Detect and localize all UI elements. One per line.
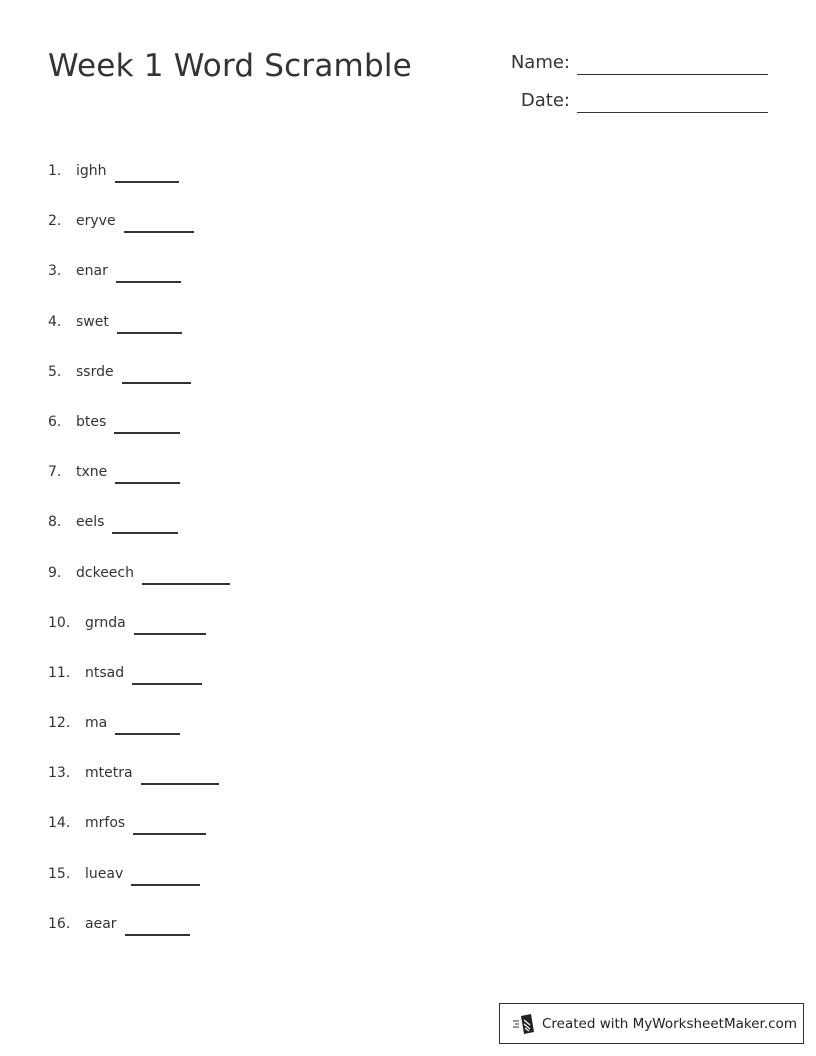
item-number: 1. <box>48 163 62 179</box>
answer-blank-line[interactable] <box>115 715 180 735</box>
item-number: 12. <box>48 715 71 732</box>
scramble-item <box>48 715 230 765</box>
item-number: 8. <box>48 514 62 531</box>
scramble-item <box>48 514 230 564</box>
scramble-item <box>48 765 230 815</box>
answer-blank-line[interactable] <box>117 314 182 334</box>
scramble-item <box>48 414 230 464</box>
scrambled-word: txne <box>76 464 108 481</box>
name-blank-line[interactable] <box>577 73 768 75</box>
scramble-item <box>48 464 230 514</box>
scrambled-word: eels <box>76 514 105 531</box>
answer-blank-line[interactable] <box>141 765 219 785</box>
scramble-item <box>48 665 230 715</box>
item-number: 10. <box>48 614 71 631</box>
item-number: 13. <box>48 765 71 782</box>
item-number: 4. <box>48 313 62 330</box>
scrambled-word: btes <box>76 413 107 430</box>
scrambled-word: ssrde <box>76 363 114 380</box>
answer-blank-line[interactable] <box>124 213 194 233</box>
name-label: Name: <box>510 52 570 73</box>
scramble-item <box>48 163 230 213</box>
scramble-item <box>48 565 230 615</box>
footer-text: Created with MyWorksheetMaker.com <box>542 1015 797 1032</box>
scrambled-word: eryve <box>76 213 116 230</box>
scrambled-word: grnda <box>85 614 126 631</box>
answer-blank-line[interactable] <box>114 414 180 434</box>
scrambled-word: mrfos <box>85 815 126 832</box>
scrambled-word: ntsad <box>85 664 125 681</box>
scrambled-word: ighh <box>76 163 107 179</box>
item-number: 2. <box>48 213 62 230</box>
page-title: Week 1 Word Scramble <box>48 48 412 84</box>
item-number: 15. <box>48 865 71 882</box>
scramble-item <box>48 815 230 865</box>
item-number: 3. <box>48 263 62 280</box>
scramble-item <box>48 263 230 313</box>
scramble-item <box>48 314 230 364</box>
scrambled-word: enar <box>76 263 108 280</box>
item-number: 11. <box>48 664 71 681</box>
scramble-item <box>48 364 230 414</box>
scramble-item <box>48 866 230 916</box>
scrambled-word: aear <box>85 915 117 932</box>
answer-blank-line[interactable] <box>115 163 179 183</box>
scrambled-word: swet <box>76 313 109 330</box>
item-number: 5. <box>48 363 62 380</box>
date-label: Date: <box>520 90 570 111</box>
name-field <box>511 52 768 73</box>
answer-blank-line[interactable] <box>115 464 180 484</box>
scramble-item <box>48 615 230 665</box>
scrambled-word: dckeech <box>76 564 134 581</box>
scramble-list <box>48 163 230 966</box>
item-number: 9. <box>48 564 62 581</box>
answer-blank-line[interactable] <box>142 565 230 585</box>
answer-blank-line[interactable] <box>112 514 178 534</box>
answer-blank-line[interactable] <box>122 364 191 384</box>
answer-blank-line[interactable] <box>132 665 202 685</box>
answer-blank-line[interactable] <box>116 263 181 283</box>
scrambled-word: ma <box>85 715 108 732</box>
answer-blank-line[interactable] <box>131 866 200 886</box>
date-field <box>521 90 768 111</box>
scramble-item <box>48 213 230 263</box>
worksheet-logo-icon <box>512 1013 536 1035</box>
item-number: 16. <box>48 915 71 932</box>
date-blank-line[interactable] <box>577 111 768 113</box>
item-number: 6. <box>48 413 62 430</box>
scrambled-word: lueav <box>85 865 124 882</box>
scramble-item <box>48 916 230 966</box>
item-number: 7. <box>48 464 62 481</box>
answer-blank-line[interactable] <box>133 815 206 835</box>
scrambled-word: mtetra <box>85 765 133 782</box>
item-number: 14. <box>48 815 71 832</box>
answer-blank-line[interactable] <box>125 916 190 936</box>
footer-credit <box>499 1003 804 1044</box>
answer-blank-line[interactable] <box>134 615 206 635</box>
